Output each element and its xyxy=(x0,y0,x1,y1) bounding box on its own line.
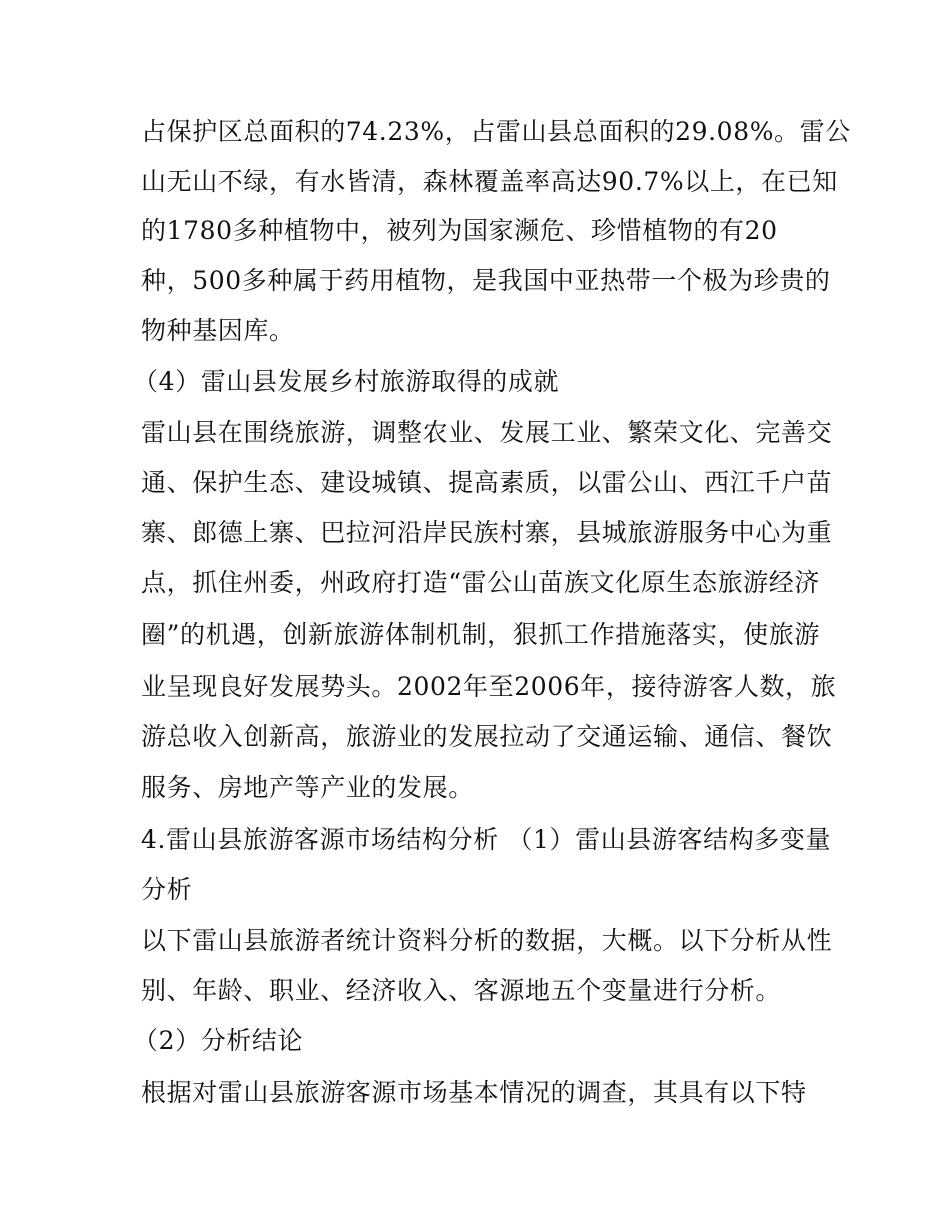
text-line: 业呈现良好发展势头。2002年至2006年，接待游客人数，旅 xyxy=(141,672,837,701)
text-line: 圈”的机遇，创新旅游体制机制，狠抓工作措施落实，使旅游 xyxy=(141,620,820,649)
section-heading: 4.雷山县旅游客源市场结构分析 （1）雷山县游客结构多变量 xyxy=(141,825,832,854)
text-line: 根据对雷山县旅游客源市场基本情况的调查，其具有以下特 xyxy=(141,1078,807,1107)
text-line: 服务、房地产等产业的发展。 xyxy=(141,773,474,802)
text-line: 别、年龄、职业、经济收入、客源地五个变量进行分析。 xyxy=(141,976,782,1005)
text-line: 的1780多种植物中，被列为国家濒危、珍惜植物的有20 xyxy=(141,216,778,245)
text-line: 寨、郎德上寨、巴拉河沿岸民族村寨，县城旅游服务中心为重 xyxy=(141,518,833,547)
text-line: 点，抓住州委，州政府打造“雷公山苗族文化原生态旅游经济 xyxy=(141,568,820,597)
text-line: 分析 xyxy=(141,875,193,904)
text-line: 占保护区总面积的74.23%，占雷山县总面积的29.08%。雷公 xyxy=(141,117,851,146)
text-line: 山无山不绿，有水皆清，森林覆盖率高达90.7%以上，在已知 xyxy=(141,167,838,196)
text-line: 种，500多种属于药用植物，是我国中亚热带一个极为珍贵的 xyxy=(141,266,831,295)
text-line: 通、保护生态、建设城镇、提高素质，以雷公山、西江千户苗 xyxy=(141,468,833,497)
section-heading: （4）雷山县发展乡村旅游取得的成就 xyxy=(133,367,560,396)
text-line: 雷山县在围绕旅游，调整农业、发展工业、繁荣文化、完善交 xyxy=(141,418,833,447)
section-heading: （2）分析结论 xyxy=(133,1026,304,1055)
text-line: 游总收入创新高，旅游业的发展拉动了交通运输、通信、餐饮 xyxy=(141,722,833,751)
text-line: 物种基因库。 xyxy=(141,316,295,345)
text-line: 以下雷山县旅游者统计资料分析的数据，大概。以下分析从性 xyxy=(141,926,833,955)
